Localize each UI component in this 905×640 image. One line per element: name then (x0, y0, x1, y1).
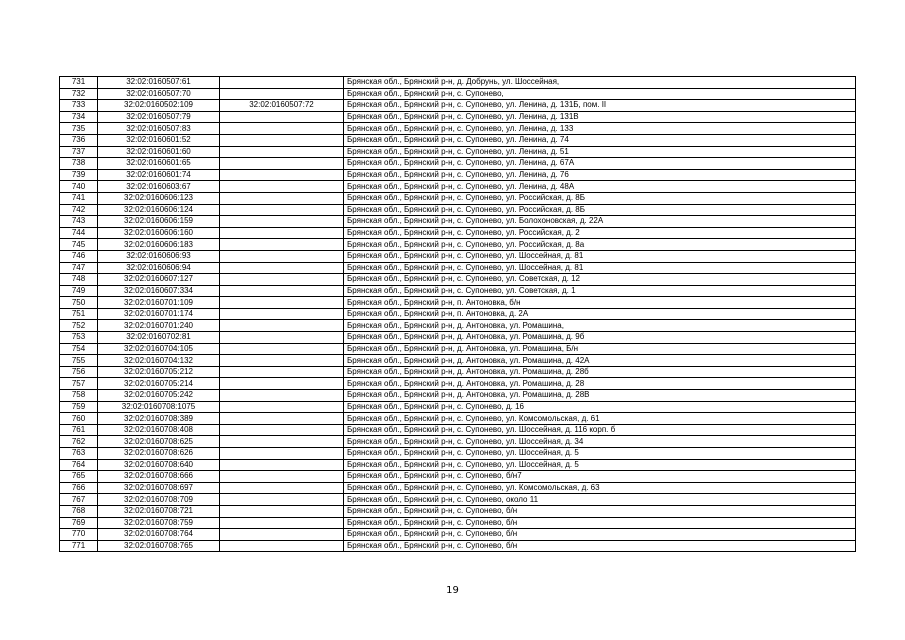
cadastral-number-cell: 32:02:0160601:52 (98, 134, 220, 146)
row-number-cell: 750 (60, 297, 98, 309)
table-row (60, 169, 856, 181)
address-cell: Брянская обл., Брянский р-н, с. Супонево, ул. Ленина, д. 48А (344, 181, 856, 193)
table-row (60, 181, 856, 193)
address-cell: Брянская обл., Брянский р-н, д. Добрунь, ул. Шоссейная, (344, 77, 856, 89)
previous-number-cell (220, 494, 344, 506)
cadastral-number-cell: 32:02:0160507:83 (98, 123, 220, 135)
row-number-cell: 755 (60, 355, 98, 367)
previous-number-cell (220, 320, 344, 332)
table-row (60, 529, 856, 541)
previous-number-cell (220, 459, 344, 471)
previous-number-cell (220, 204, 344, 216)
cadastral-number-cell: 32:02:0160607:334 (98, 285, 220, 297)
table-row (60, 366, 856, 378)
row-number-cell: 760 (60, 413, 98, 425)
previous-number-cell (220, 505, 344, 517)
row-number-cell: 731 (60, 77, 98, 89)
cadastral-number-cell: 32:02:0160708:640 (98, 459, 220, 471)
address-cell: Брянская обл., Брянский р-н, с. Супонево, ул. Шоссейная, д. 5 (344, 448, 856, 460)
row-number-cell: 770 (60, 529, 98, 541)
cadastral-number-cell: 32:02:0160606:160 (98, 227, 220, 239)
address-cell: Брянская обл., Брянский р-н, с. Супонево, ул. Российская, д. 8Б (344, 192, 856, 204)
table-row (60, 355, 856, 367)
address-cell: Брянская обл., Брянский р-н, д. Антоновка, ул. Ромашина, д. 9б (344, 332, 856, 344)
table-body (60, 77, 856, 552)
previous-number-cell (220, 482, 344, 494)
row-number-cell: 767 (60, 494, 98, 506)
cadastral-number-cell: 32:02:0160606:183 (98, 239, 220, 251)
cadastral-number-cell: 32:02:0160603:67 (98, 181, 220, 193)
cadastral-number-cell: 32:02:0160704:105 (98, 343, 220, 355)
table-row (60, 111, 856, 123)
cadastral-number-cell: 32:02:0160708:709 (98, 494, 220, 506)
cadastral-number-cell: 32:02:0160601:65 (98, 158, 220, 170)
cadastral-number-cell: 32:02:0160606:93 (98, 250, 220, 262)
cadastral-number-cell: 32:02:0160507:79 (98, 111, 220, 123)
cadastral-number-cell: 32:02:0160708:697 (98, 482, 220, 494)
cadastral-number-cell: 32:02:0160701:240 (98, 320, 220, 332)
cadastral-number-cell: 32:02:0160606:123 (98, 192, 220, 204)
address-cell: Брянская обл., Брянский р-н, с. Супонево, ул. Российская, д. 8Б (344, 204, 856, 216)
cadastral-number-cell: 32:02:0160606:124 (98, 204, 220, 216)
previous-number-cell (220, 274, 344, 286)
table-row (60, 320, 856, 332)
row-number-cell: 741 (60, 192, 98, 204)
table-row (60, 250, 856, 262)
previous-number-cell (220, 216, 344, 228)
row-number-cell: 734 (60, 111, 98, 123)
address-cell: Брянская обл., Брянский р-н, с. Супонево, ул. Ленина, д. 51 (344, 146, 856, 158)
table-row (60, 192, 856, 204)
address-cell: Брянская обл., Брянский р-н, с. Супонево, ул. Российская, д. 8а (344, 239, 856, 251)
table-row (60, 100, 856, 112)
address-cell: Брянская обл., Брянский р-н, с. Супонево, ул. Российская, д. 2 (344, 227, 856, 239)
row-number-cell: 743 (60, 216, 98, 228)
table-row (60, 134, 856, 146)
cadastral-number-cell: 32:02:0160507:70 (98, 88, 220, 100)
previous-number-cell (220, 390, 344, 402)
table-row (60, 77, 856, 89)
table-row (60, 413, 856, 425)
table-row (60, 378, 856, 390)
table-row (60, 459, 856, 471)
address-cell: Брянская обл., Брянский р-н, д. Антоновка, ул. Ромашина, д. 28б (344, 366, 856, 378)
previous-number-cell (220, 239, 344, 251)
table-row (60, 285, 856, 297)
previous-number-cell (220, 77, 344, 89)
address-cell: Брянская обл., Брянский р-н, с. Супонево, б/н (344, 529, 856, 541)
row-number-cell: 751 (60, 308, 98, 320)
row-number-cell: 754 (60, 343, 98, 355)
address-cell: Брянская обл., Брянский р-н, с. Супонево, ул. Ленина, д. 131В (344, 111, 856, 123)
row-number-cell: 757 (60, 378, 98, 390)
previous-number-cell (220, 378, 344, 390)
previous-number-cell (220, 355, 344, 367)
previous-number-cell (220, 146, 344, 158)
cadastral-number-cell: 32:02:0160601:60 (98, 146, 220, 158)
row-number-cell: 759 (60, 401, 98, 413)
table-row (60, 297, 856, 309)
address-cell: Брянская обл., Брянский р-н, с. Супонево, ул. Шоссейная, д. 116 корп. б (344, 424, 856, 436)
row-number-cell: 736 (60, 134, 98, 146)
previous-number-cell (220, 517, 344, 529)
table-row (60, 343, 856, 355)
previous-number-cell (220, 250, 344, 262)
table-row (60, 158, 856, 170)
previous-number-cell (220, 111, 344, 123)
previous-number-cell (220, 529, 344, 541)
cadastral-number-cell: 32:02:0160701:174 (98, 308, 220, 320)
previous-number-cell (220, 308, 344, 320)
previous-number-cell (220, 297, 344, 309)
row-number-cell: 739 (60, 169, 98, 181)
address-cell: Брянская обл., Брянский р-н, с. Супонево, б/н (344, 505, 856, 517)
address-cell: Брянская обл., Брянский р-н, д. Антоновка, ул. Ромашина, д. 42А (344, 355, 856, 367)
address-cell: Брянская обл., Брянский р-н, п. Антоновка, д. 2А (344, 308, 856, 320)
table-row (60, 540, 856, 552)
table-row (60, 401, 856, 413)
row-number-cell: 740 (60, 181, 98, 193)
row-number-cell: 748 (60, 274, 98, 286)
table-row (60, 390, 856, 402)
row-number-cell: 738 (60, 158, 98, 170)
cadastral-number-cell: 32:02:0160705:214 (98, 378, 220, 390)
cadastral-number-cell: 32:02:0160704:132 (98, 355, 220, 367)
cadastral-number-cell: 32:02:0160708:759 (98, 517, 220, 529)
cadastral-number-cell: 32:02:0160708:1075 (98, 401, 220, 413)
cadastral-number-cell: 32:02:0160606:94 (98, 262, 220, 274)
address-cell: Брянская обл., Брянский р-н, с. Супонево, ул. Шоссейная, д. 81 (344, 250, 856, 262)
previous-number-cell (220, 424, 344, 436)
previous-number-cell (220, 123, 344, 135)
cadastral-number-cell: 32:02:0160708:764 (98, 529, 220, 541)
cadastral-number-cell: 32:02:0160708:666 (98, 471, 220, 483)
cadastral-table (59, 76, 856, 552)
table-row (60, 123, 856, 135)
table-row (60, 494, 856, 506)
previous-number-cell (220, 169, 344, 181)
table-row (60, 448, 856, 460)
cadastral-number-cell: 32:02:0160502:109 (98, 100, 220, 112)
address-cell: Брянская обл., Брянский р-н, с. Супонево, ул. Ленина, д. 74 (344, 134, 856, 146)
row-number-cell: 753 (60, 332, 98, 344)
table-row (60, 424, 856, 436)
table-row (60, 471, 856, 483)
row-number-cell: 735 (60, 123, 98, 135)
address-cell: Брянская обл., Брянский р-н, с. Супонево, (344, 88, 856, 100)
cadastral-number-cell: 32:02:0160507:61 (98, 77, 220, 89)
row-number-cell: 732 (60, 88, 98, 100)
previous-number-cell (220, 192, 344, 204)
cadastral-number-cell: 32:02:0160708:408 (98, 424, 220, 436)
address-cell: Брянская обл., Брянский р-н, с. Супонево, ул. Ленина, д. 76 (344, 169, 856, 181)
row-number-cell: 758 (60, 390, 98, 402)
address-cell: Брянская обл., Брянский р-н, п. Антоновка, б/н (344, 297, 856, 309)
previous-number-cell (220, 471, 344, 483)
row-number-cell: 746 (60, 250, 98, 262)
address-cell: Брянская обл., Брянский р-н, д. Антоновка, ул. Ромашина, Б/н (344, 343, 856, 355)
address-cell: Брянская обл., Брянский р-н, с. Супонево, ул. Комсомольская, д. 63 (344, 482, 856, 494)
address-cell: Брянская обл., Брянский р-н, с. Супонево, ул. Шоссейная, д. 81 (344, 262, 856, 274)
row-number-cell: 761 (60, 424, 98, 436)
previous-number-cell (220, 285, 344, 297)
previous-number-cell (220, 181, 344, 193)
row-number-cell: 749 (60, 285, 98, 297)
address-cell: Брянская обл., Брянский р-н, с. Супонево, б/н (344, 540, 856, 552)
row-number-cell: 768 (60, 505, 98, 517)
row-number-cell: 764 (60, 459, 98, 471)
row-number-cell: 769 (60, 517, 98, 529)
previous-number-cell (220, 413, 344, 425)
address-cell: Брянская обл., Брянский р-н, с. Супонево, ул. Советская, д. 1 (344, 285, 856, 297)
previous-number-cell (220, 88, 344, 100)
table-row (60, 146, 856, 158)
cadastral-number-cell: 32:02:0160708:625 (98, 436, 220, 448)
row-number-cell: 745 (60, 239, 98, 251)
previous-number-cell: 32:02:0160507:72 (220, 100, 344, 112)
address-cell: Брянская обл., Брянский р-н, с. Супонево, б/н7 (344, 471, 856, 483)
page-number: 19 (446, 585, 459, 596)
table-row (60, 239, 856, 251)
previous-number-cell (220, 540, 344, 552)
cadastral-number-cell: 32:02:0160705:242 (98, 390, 220, 402)
row-number-cell: 742 (60, 204, 98, 216)
table-row (60, 332, 856, 344)
address-cell: Брянская обл., Брянский р-н, с. Супонево, ул. Шоссейная, д. 5 (344, 459, 856, 471)
address-cell: Брянская обл., Брянский р-н, с. Супонево, ул. Советская, д. 12 (344, 274, 856, 286)
address-cell: Брянская обл., Брянский р-н, с. Супонево, ул. Ленина, д. 131Б, пом. II (344, 100, 856, 112)
table-row (60, 204, 856, 216)
address-cell: Брянская обл., Брянский р-н, д. Антоновка, ул. Ромашина, д. 28 (344, 378, 856, 390)
cadastral-number-cell: 32:02:0160705:212 (98, 366, 220, 378)
address-cell: Брянская обл., Брянский р-н, с. Супонево, б/н (344, 517, 856, 529)
previous-number-cell (220, 436, 344, 448)
row-number-cell: 771 (60, 540, 98, 552)
address-cell: Брянская обл., Брянский р-н, с. Супонево, ул. Болохоновская, д. 22А (344, 216, 856, 228)
row-number-cell: 752 (60, 320, 98, 332)
previous-number-cell (220, 134, 344, 146)
cadastral-number-cell: 32:02:0160702:81 (98, 332, 220, 344)
cadastral-number-cell: 32:02:0160708:721 (98, 505, 220, 517)
row-number-cell: 762 (60, 436, 98, 448)
row-number-cell: 763 (60, 448, 98, 460)
cadastral-number-cell: 32:02:0160708:626 (98, 448, 220, 460)
table-row (60, 274, 856, 286)
address-cell: Брянская обл., Брянский р-н, д. Антоновка, ул. Ромашина, (344, 320, 856, 332)
table-row (60, 262, 856, 274)
address-cell: Брянская обл., Брянский р-н, с. Супонево, ул. Ленина, д. 133 (344, 123, 856, 135)
table-row (60, 88, 856, 100)
previous-number-cell (220, 332, 344, 344)
row-number-cell: 737 (60, 146, 98, 158)
previous-number-cell (220, 448, 344, 460)
previous-number-cell (220, 262, 344, 274)
table-row (60, 308, 856, 320)
cadastral-number-cell: 32:02:0160607:127 (98, 274, 220, 286)
table-row (60, 436, 856, 448)
previous-number-cell (220, 401, 344, 413)
cadastral-number-cell: 32:02:0160606:159 (98, 216, 220, 228)
cadastral-number-cell: 32:02:0160701:109 (98, 297, 220, 309)
row-number-cell: 756 (60, 366, 98, 378)
table-row (60, 482, 856, 494)
row-number-cell: 766 (60, 482, 98, 494)
previous-number-cell (220, 343, 344, 355)
table-row (60, 216, 856, 228)
table-row (60, 505, 856, 517)
row-number-cell: 765 (60, 471, 98, 483)
address-cell: Брянская обл., Брянский р-н, с. Супонево, ул. Ленина, д. 67А (344, 158, 856, 170)
table-row (60, 227, 856, 239)
table-row (60, 517, 856, 529)
address-cell: Брянская обл., Брянский р-н, с. Супонево, около 11 (344, 494, 856, 506)
address-cell: Брянская обл., Брянский р-н, д. Антоновка, ул. Ромашина, д. 28В (344, 390, 856, 402)
address-cell: Брянская обл., Брянский р-н, с. Супонево, ул. Шоссейная, д. 34 (344, 436, 856, 448)
row-number-cell: 747 (60, 262, 98, 274)
address-cell: Брянская обл., Брянский р-н, с. Супонево, ул. Комсомольская, д. 61 (344, 413, 856, 425)
row-number-cell: 744 (60, 227, 98, 239)
previous-number-cell (220, 158, 344, 170)
cadastral-number-cell: 32:02:0160708:765 (98, 540, 220, 552)
cadastral-number-cell: 32:02:0160601:74 (98, 169, 220, 181)
cadastral-number-cell: 32:02:0160708:389 (98, 413, 220, 425)
row-number-cell: 733 (60, 100, 98, 112)
previous-number-cell (220, 366, 344, 378)
address-cell: Брянская обл., Брянский р-н, с. Супонево, д. 16 (344, 401, 856, 413)
previous-number-cell (220, 227, 344, 239)
